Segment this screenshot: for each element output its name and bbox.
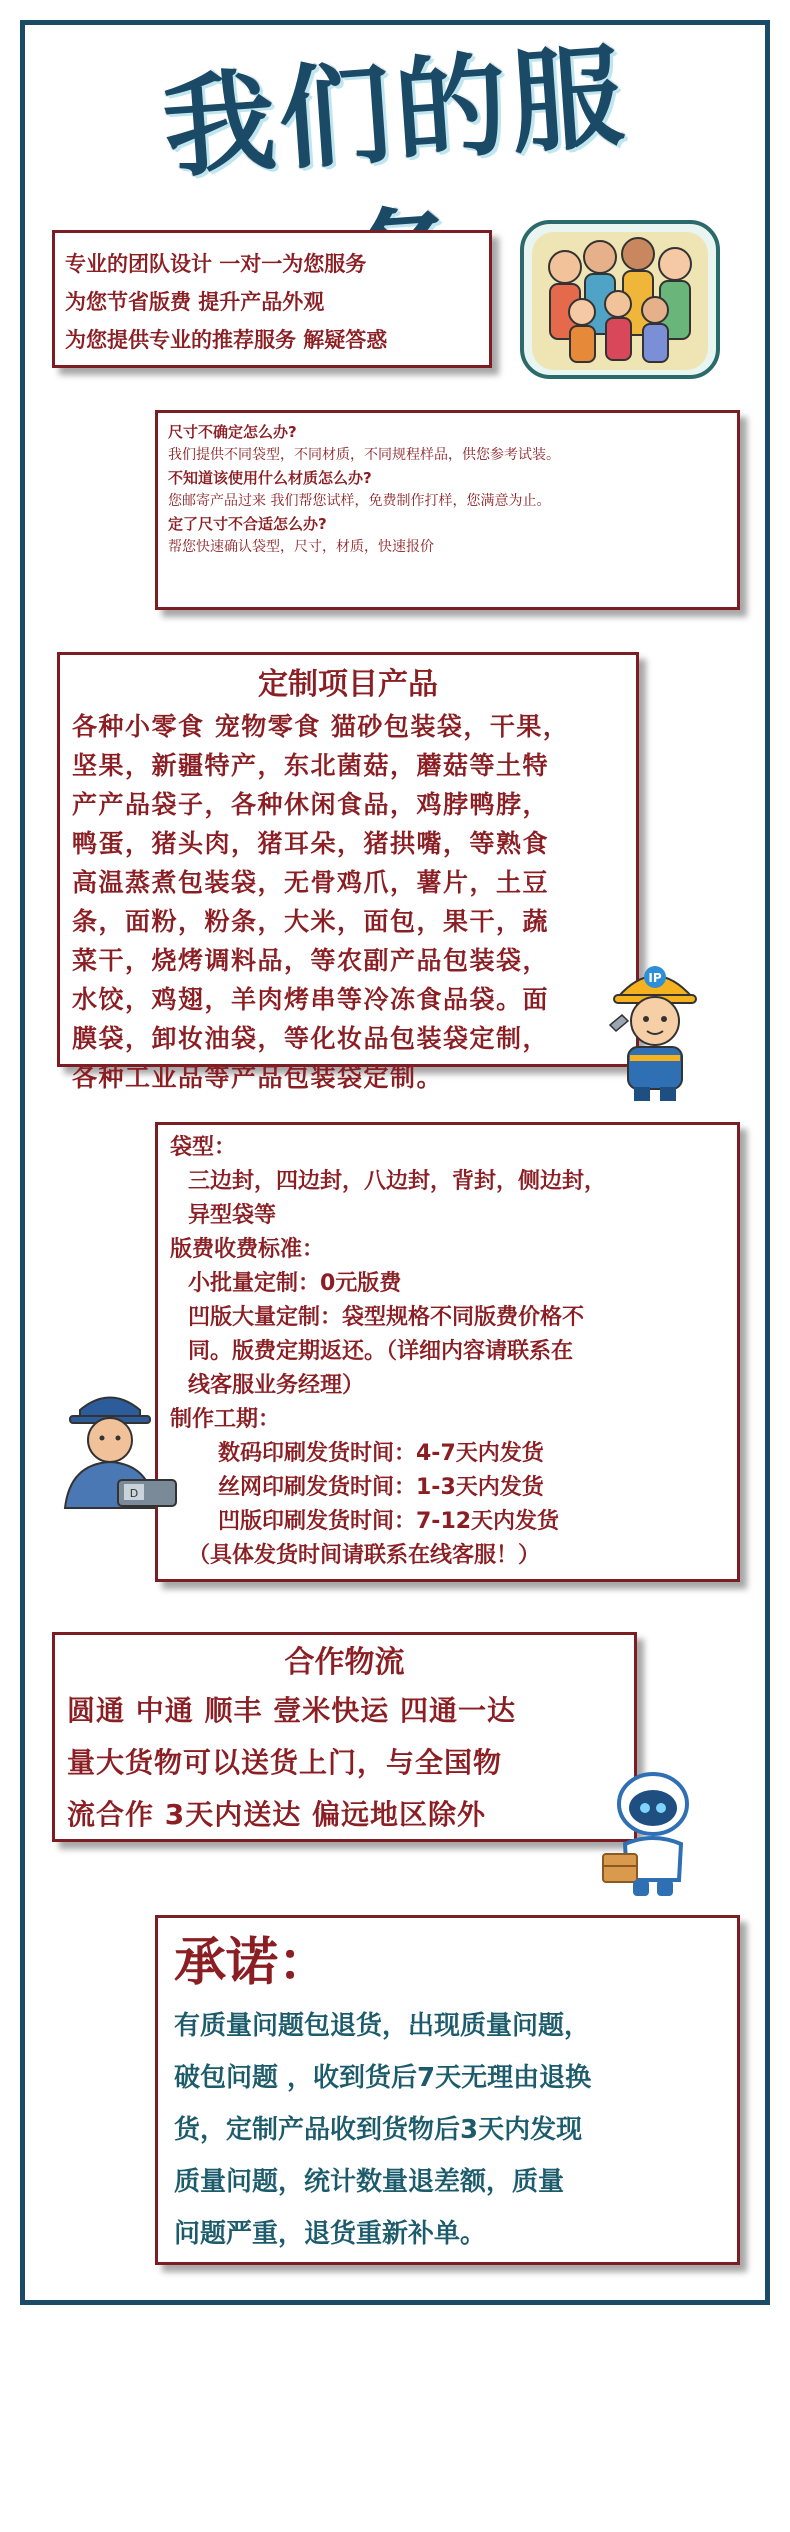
- gravure-fee: 线客服业务经理）: [188, 1373, 365, 1398]
- small-batch-fee: 小批量定制：0元版费: [188, 1271, 402, 1296]
- product-line: 各种小零食 宠物零食 猫砂包装袋，干果，: [72, 712, 570, 741]
- worker-illustration: [40, 1380, 180, 1520]
- section-heading: 合作物流: [284, 1645, 405, 1680]
- faq-panel: [155, 410, 740, 610]
- faq-question: 定了尺寸不合适怎么办?: [168, 515, 327, 533]
- specification-panel: [155, 1122, 740, 1582]
- bag-types: 异型袋等: [188, 1203, 277, 1228]
- section-heading: 定制项目产品: [258, 667, 438, 702]
- plate-fee-label: 版费收费标准：: [170, 1237, 325, 1262]
- bag-type-label: 袋型：: [170, 1135, 237, 1160]
- product-line: 坚果，新疆特产，东北菌菇，蘑菇等土特: [72, 751, 550, 780]
- faq-answer: 我们提供不同袋型，不同材质，不同规程样品，供您参考试装。: [168, 447, 560, 463]
- intro-panel: [52, 230, 492, 368]
- product-line: 高温蒸煮包装袋，无骨鸡爪，薯片，土豆: [72, 868, 550, 897]
- team-illustration: [520, 212, 720, 382]
- gravure-fee: 凹版大量定制：袋型规格不同版费价格不: [188, 1305, 585, 1330]
- product-line: 菜干，烧烤调料品，等农副产品包装袋，: [72, 946, 550, 975]
- product-line: 各种工业品等产品包装袋定制。: [72, 1063, 444, 1092]
- promise-panel: [155, 1915, 740, 2265]
- digital-print-time: 数码印刷发货时间：4-7天内发货: [218, 1441, 544, 1466]
- product-line: 产产品袋子，各种休闲食品，鸡脖鸭脖，: [72, 790, 550, 819]
- production-period-label: 制作工期：: [170, 1407, 281, 1432]
- logistics-line: 流合作 3天内送达 偏远地区除外: [67, 1798, 486, 1831]
- promise-heading: 承诺：: [174, 1933, 331, 1993]
- logistics-panel: [52, 1632, 637, 1842]
- promise-line: 破包问题 ，收到货后7天无理由退换: [174, 2063, 592, 2093]
- gravure-fee: 同。版费定期返还。（详细内容请联系在: [188, 1339, 574, 1364]
- promise-line: 货，定制产品收到货物后3天内发现: [174, 2115, 583, 2145]
- intro-line: 为您提供专业的推荐服务 解疑答惑: [65, 328, 388, 352]
- box-text: D: [129, 1487, 139, 1500]
- product-line: 水饺，鸡翅，羊肉烤串等冷冻食品袋。面: [72, 985, 550, 1014]
- screen-print-time: 丝网印刷发货时间：1-3天内发货: [218, 1475, 544, 1500]
- faq-answer: 您邮寄产品过来 我们帮您试样，免费制作打样，您满意为止。: [168, 493, 551, 509]
- intro-line: 为您节省版费 提升产品外观: [65, 290, 325, 314]
- custom-products-panel: [57, 652, 639, 1092]
- product-line: 鸭蛋，猪头肉，猪耳朵，猪拱嘴，等熟食: [72, 829, 550, 858]
- gravure-print-time: 凹版印刷发货时间：7-12天内发货: [218, 1509, 560, 1534]
- promise-line: 质量问题，统计数量退差额，质量: [174, 2167, 565, 2197]
- contact-note: （具体发货时间请联系在线客服！）: [188, 1543, 541, 1568]
- logistics-line: 圆通 中通 顺丰 壹米快运 四通一达: [67, 1694, 516, 1727]
- promise-line: 问题严重，退货重新补单。: [174, 2219, 487, 2249]
- robot-mascot-illustration: [595, 1762, 705, 1902]
- engineer-mascot-illustration: [600, 955, 710, 1105]
- bag-types: 三边封，四边封，八边封，背封，侧边封，: [188, 1169, 607, 1194]
- intro-line: 专业的团队设计 一对一为您服务: [65, 252, 367, 276]
- badge-text: IP: [648, 971, 662, 985]
- faq-question: 尺寸不确定怎么办?: [168, 423, 297, 441]
- promise-line: 有质量问题包退货，出现质量问题，: [174, 2011, 591, 2041]
- product-line: 膜袋，卸妆油袋，等化妆品包装袋定制，: [72, 1024, 550, 1053]
- faq-answer: 帮您快速确认袋型，尺寸，材质，快速报价: [168, 539, 434, 555]
- page-title: 我们的服务: [159, 31, 631, 195]
- faq-question: 不知道该使用什么材质怎么办?: [168, 469, 372, 487]
- product-line: 条，面粉，粉条，大米，面包，果干，蔬: [72, 907, 550, 936]
- logistics-line: 量大货物可以送货上门，与全国物: [67, 1746, 503, 1779]
